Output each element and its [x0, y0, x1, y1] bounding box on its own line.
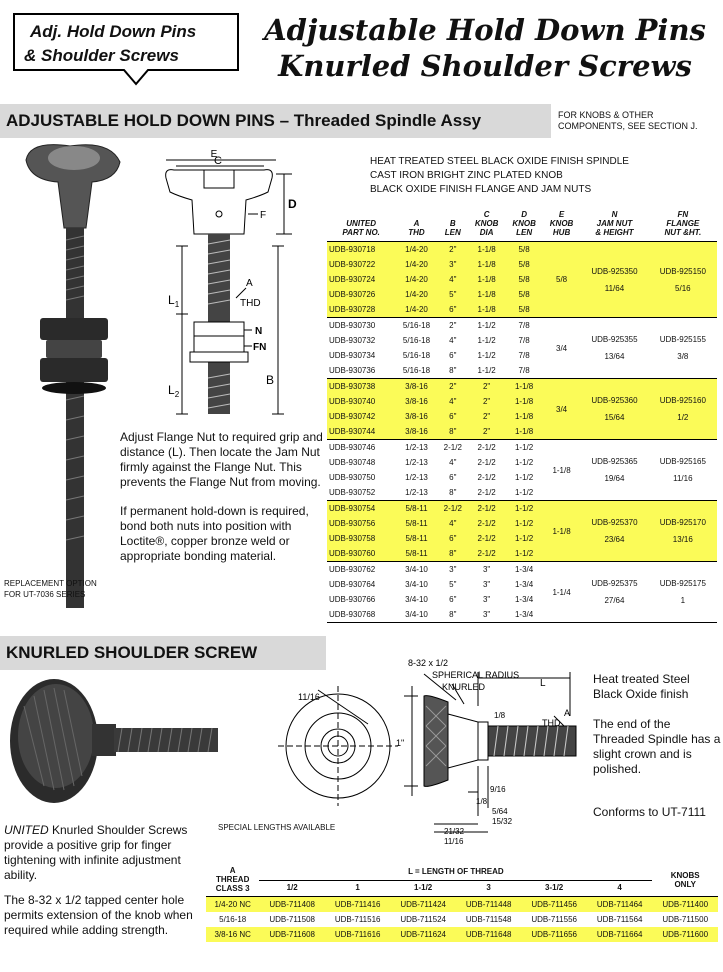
table-cell: 4": [438, 394, 468, 409]
table-cell: 8": [438, 485, 468, 501]
table-cell: 2-1/2: [468, 531, 505, 546]
table-cell: 7/8: [518, 321, 530, 330]
table-cell: 3": [449, 565, 457, 574]
table-row: [327, 440, 717, 456]
part-number-cell: UDB-711500: [662, 915, 709, 924]
table-cell: 2": [468, 409, 505, 424]
page-title: [250, 12, 720, 84]
table-cell: 1-1/2: [505, 546, 542, 562]
table-cell: 2-1/2: [443, 443, 462, 452]
table-header-row: [206, 881, 718, 897]
section-heading-knurled-screw: KNURLED SHOULDER SCREW: [0, 636, 326, 670]
table-cell: 1-1/8: [468, 272, 505, 287]
group-n-cell: UDB-925355 13/64: [580, 318, 648, 379]
part-number-cell: UDB-711600: [652, 927, 718, 942]
dim-1-8-bottom: 1/8: [476, 797, 488, 806]
table-cell: 1/2-13: [405, 458, 428, 467]
part-number-cell: UDB-930726: [327, 287, 395, 302]
spec-paragraph: Conforms to UT-7111: [593, 805, 706, 819]
table-cell: 3": [482, 580, 491, 589]
group-hub-cell: 1-1/8: [543, 440, 580, 501]
table-row: [327, 501, 717, 517]
dim-d: D: [288, 197, 297, 211]
table-cell: 1-1/2: [477, 321, 496, 330]
table-cell: 5/16-18: [402, 336, 431, 345]
table-cell: 3/4-10: [405, 580, 428, 589]
knurled-screw-spec: [593, 672, 721, 835]
table-cell: 3/4-10: [405, 565, 428, 574]
dim-fn: FN: [253, 342, 267, 353]
table-cell: 5/8-11: [395, 546, 437, 562]
part-number-cell: UDB-711508: [269, 915, 315, 924]
dim-c: C: [214, 155, 222, 167]
dim-a-2: A: [564, 708, 571, 718]
table-cell: 6": [449, 595, 457, 604]
table-cell: 1-1/2: [505, 485, 542, 501]
hold-down-pin-table: [327, 210, 717, 623]
col-length: 3-1/2: [521, 881, 587, 897]
group-hub-cell: 1-1/8: [543, 501, 580, 562]
table-cell: 5": [438, 287, 468, 302]
thread-cell: 5/16-18: [219, 915, 247, 924]
table-cell: 1-1/2: [477, 336, 496, 345]
table-cell: 3": [438, 257, 468, 272]
part-number-cell: UDB-930764: [329, 580, 376, 589]
table-cell: 2-1/2: [468, 485, 505, 501]
part-number-cell: UDB-930756: [327, 516, 395, 531]
table-cell: 5/8: [505, 287, 542, 302]
table-cell: 5": [449, 580, 457, 589]
part-number-cell: UDB-711648: [456, 927, 522, 942]
special-lengths-note: SPECIAL LENGTHS AVAILABLE: [218, 823, 336, 832]
table-cell: 1-3/4: [514, 580, 534, 589]
part-number-cell: UDB-930758: [327, 531, 395, 546]
col-group-length: L = LENGTH OF THREAD: [259, 866, 652, 881]
col-length: 1: [325, 881, 391, 897]
table-cell: 3": [468, 607, 505, 623]
part-number-cell: UDB-930724: [327, 272, 395, 287]
dim-15-32: 15/32: [492, 817, 513, 826]
table-cell: 2": [468, 424, 505, 440]
dim-b: B: [266, 373, 275, 387]
group-n-cell: UDB-925370 23/64: [580, 501, 648, 562]
spec-line: BLACK OXIDE FINISH FLANGE AND JAM NUTS: [370, 184, 592, 195]
part-number-cell: UDB-711416: [325, 897, 391, 913]
group-hub-cell: 1-1/4: [543, 562, 580, 623]
thread-cell: 1/4-20 NC: [206, 897, 259, 913]
part-number-cell: UDB-930744: [327, 424, 395, 440]
table-cell: 6": [449, 351, 457, 360]
col-length: 1/2: [259, 881, 325, 897]
part-number-cell: UDB-930766: [329, 595, 376, 604]
table-cell: 5/8: [505, 257, 542, 272]
dim-f: F: [260, 210, 267, 221]
part-number-cell: UDB-711556: [531, 915, 577, 924]
part-number-cell: UDB-711524: [400, 915, 446, 924]
col-length: 4: [587, 881, 653, 897]
dim-tap: 8-32 x 1/2: [408, 658, 449, 668]
table-cell: 2": [438, 379, 468, 395]
table-cell: 1/2-13: [405, 443, 428, 452]
part-number-cell: UDB-711424: [390, 897, 456, 913]
table-cell: 1-1/8: [468, 242, 505, 258]
table-cell: 1-3/4: [505, 607, 542, 623]
part-number-cell: UDB-711408: [259, 897, 325, 913]
table-cell: 5/8: [505, 242, 542, 258]
title-line-2: Knurled Shoulder Screws: [278, 49, 692, 83]
dim-5-64: 5/64: [492, 807, 508, 816]
part-number-cell: UDB-711608: [259, 927, 325, 942]
table-cell: 2-1/2: [477, 473, 496, 482]
table-cell: 2-1/2: [477, 458, 496, 467]
table-cell: 1-1/8: [505, 424, 542, 440]
dim-thd: THD: [240, 298, 261, 309]
table-cell: 1-1/2: [514, 458, 534, 467]
table-cell: 8": [438, 424, 468, 440]
table-cell: 2": [449, 321, 457, 330]
table-cell: 5/8-11: [395, 501, 437, 517]
table-cell: 2": [468, 394, 505, 409]
spec-paragraph: Heat treated Steel Black Oxide finish: [593, 672, 690, 701]
table-cell: 2-1/2: [468, 501, 505, 517]
dim-thd-2: THD: [542, 718, 561, 728]
dim-e: E: [210, 149, 218, 160]
knurled-screw-table: [206, 866, 718, 942]
table-cell: 1/2-13: [405, 473, 428, 482]
table-cell: 1-1/2: [505, 531, 542, 546]
table-cell: 3/8-16: [395, 409, 437, 424]
tag-line-1: Adj. Hold Down Pins: [30, 22, 197, 41]
table-cell: 1-1/8: [505, 409, 542, 424]
part-number-cell: UDB-930722: [327, 257, 395, 272]
table-cell: 6": [449, 473, 457, 482]
table-cell: 1-1/2: [505, 501, 542, 517]
table-cell: 1/4-20: [395, 257, 437, 272]
group-hub-cell: 3/4: [543, 318, 580, 379]
table-cell: 1-1/8: [468, 287, 505, 302]
table-cell: 6": [438, 409, 468, 424]
col-fn: FN FLANGE NUT &HT.: [649, 210, 717, 242]
table-cell: 1-1/8: [505, 379, 542, 395]
table-cell: 5/8-11: [395, 516, 437, 531]
part-number-cell: UDB-930750: [329, 473, 376, 482]
table-cell: 1-1/8: [468, 257, 505, 272]
table-cell: 5/16-18: [402, 321, 431, 330]
spec-line: HEAT TREATED STEEL BLACK OXIDE FINISH SPINDLE: [370, 156, 629, 167]
table-cell: 1-1/8: [468, 302, 505, 318]
dim-1-8-top: 1/8: [494, 711, 506, 720]
dim-21-32: 21/32: [444, 827, 465, 836]
knurled-screw-side-view: [394, 656, 590, 851]
table-cell: 3/4-10: [395, 607, 437, 623]
dim-a: A: [246, 278, 253, 289]
table-cell: 8": [438, 363, 468, 379]
replacement-note: REPLACEMENT OPTION FOR UT-7036 SERIES: [4, 579, 97, 599]
table-cell: 5/8: [505, 302, 542, 318]
table-cell: 3": [482, 565, 491, 574]
dim-11-16-bottom: 11/16: [444, 837, 464, 846]
part-number-cell: UDB-930734: [329, 351, 376, 360]
group-fn-cell: UDB-925170 13/16: [649, 501, 717, 562]
table-cell: 2-1/2: [468, 546, 505, 562]
brand-name: UNITED: [4, 823, 49, 837]
part-number-cell: UDB-711664: [587, 927, 653, 942]
group-fn-cell: UDB-925175 1: [649, 562, 717, 623]
knurled-screw-description: [4, 823, 204, 948]
part-number-cell: UDB-711516: [334, 915, 381, 924]
part-number-cell: UDB-930740: [327, 394, 395, 409]
table-cell: 5/8: [505, 272, 542, 287]
col-b: B LEN: [438, 210, 468, 242]
table-cell: 7/8: [505, 363, 542, 379]
table-cell: 1/4-20: [395, 302, 437, 318]
col-d: D KNOB LEN: [505, 210, 542, 242]
part-number-cell: UDB-930742: [327, 409, 395, 424]
table-cell: 3/4-10: [405, 595, 428, 604]
table-row: [327, 242, 717, 258]
part-number-cell: UDB-711564: [596, 915, 643, 924]
group-n-cell: UDB-925350 11/64: [580, 242, 648, 318]
part-number-cell: UDB-930736: [327, 363, 395, 379]
table-cell: 6": [438, 302, 468, 318]
part-number-cell: UDB-711400: [652, 897, 718, 913]
col-a: A THD: [395, 210, 437, 242]
section-heading-hold-down-pins: ADJUSTABLE HOLD DOWN PINS – Threaded Spindle Assy: [0, 104, 551, 138]
table-cell: 5/16-18: [402, 351, 431, 360]
col-part: UNITED PART NO.: [327, 210, 395, 242]
dim-l2: $L_2$: [168, 383, 180, 399]
part-number-cell: UDB-711448: [456, 897, 522, 913]
part-number-cell: UDB-930718: [327, 242, 395, 258]
col-thread: A THREAD CLASS 3: [206, 866, 259, 897]
material-spec: [370, 155, 629, 197]
table-cell: 1-1/2: [477, 351, 496, 360]
spec-paragraph: The end of the Threaded Spindle has a slight crown and is polished.: [593, 717, 721, 776]
part-number-cell: UDB-711456: [521, 897, 587, 913]
part-number-cell: UDB-930746: [329, 443, 376, 452]
group-fn-cell: UDB-925155 3/8: [649, 318, 717, 379]
dim-9-16: 9/16: [490, 785, 506, 794]
table-cell: 2": [438, 242, 468, 258]
table-cell: 1-1/2: [514, 443, 534, 452]
part-number-cell: UDB-930732: [329, 336, 376, 345]
table-cell: 2-1/2: [468, 516, 505, 531]
hold-down-pin-diagram: [160, 148, 320, 420]
dim-1-inch: 1": [396, 738, 405, 748]
table-cell: 4": [449, 336, 457, 345]
table-cell: 1-1/2: [514, 473, 534, 482]
table-cell: 4": [438, 272, 468, 287]
table-cell: 1-3/4: [514, 565, 534, 574]
table-row: [327, 318, 717, 334]
dim-spherical-radius: SPHERICAL RADIUS: [432, 670, 520, 680]
group-hub-cell: 5/8: [543, 242, 580, 318]
group-fn-cell: UDB-925165 11/16: [649, 440, 717, 501]
group-n-cell: UDB-925365 19/64: [580, 440, 648, 501]
part-number-cell: UDB-930730: [329, 321, 376, 330]
col-e: E KNOB HUB: [543, 210, 580, 242]
dim-l: L: [540, 678, 546, 689]
section-side-note: FOR KNOBS & OTHER COMPONENTS, SEE SECTION J.: [558, 110, 698, 131]
description-paragraph: If permanent hold-down is required, bond both nuts into position with Loctite®, copper bronze weld or appropriate bonding material.: [120, 504, 309, 563]
table-cell: 2": [468, 379, 505, 395]
table-cell: 3": [482, 595, 491, 604]
table-cell: 1/2-13: [395, 485, 437, 501]
col-length: 3: [456, 881, 522, 897]
part-number-cell: UDB-711624: [390, 927, 456, 942]
table-cell: 3/8-16: [395, 379, 437, 395]
dim-11-16: 11/16: [298, 692, 320, 702]
table-cell: 7/8: [518, 336, 530, 345]
table-row: [206, 912, 718, 927]
table-row: [206, 927, 718, 942]
col-knobs-only: KNOBS ONLY: [652, 866, 718, 897]
spec-line: CAST IRON BRIGHT ZINC PLATED KNOB: [370, 170, 563, 181]
thread-cell: 3/8-16 NC: [206, 927, 259, 942]
table-cell: 1-1/8: [505, 394, 542, 409]
table-cell: 6": [438, 531, 468, 546]
table-row: [327, 562, 717, 578]
col-length: 1-1/2: [390, 881, 456, 897]
dim-l1: $L_1$: [168, 293, 180, 309]
table-cell: 3/8-16: [395, 394, 437, 409]
part-number-cell: UDB-930760: [327, 546, 395, 562]
description-paragraph: UNITED Knurled Shoulder Screws provide a positive grip for finger tightening with infinite adjustment ability.: [4, 823, 188, 882]
group-n-cell: UDB-925360 15/64: [580, 379, 648, 440]
part-number-cell: UDB-930754: [327, 501, 395, 517]
table-cell: 2-1/2: [438, 501, 468, 517]
dim-n: N: [255, 326, 263, 337]
title-line-1: Adjustable Hold Down Pins: [264, 13, 706, 47]
part-number-cell: UDB-930762: [329, 565, 376, 574]
table-cell: 1/4-20: [395, 242, 437, 258]
part-number-cell: UDB-711464: [587, 897, 653, 913]
table-row: [327, 379, 717, 395]
hold-down-pin-description: [120, 430, 325, 578]
part-number-cell: UDB-711548: [465, 915, 512, 924]
table-cell: 4": [449, 458, 457, 467]
table-cell: 1-1/2: [468, 363, 505, 379]
description-paragraph: Adjust Flange Nut to required grip and distance (L). Then locate the Jam Nut firmly against the Flange Nut. This prevents the Flange Nut from moving.: [120, 430, 323, 489]
table-cell: 8": [438, 546, 468, 562]
description-paragraph: The 8-32 x 1/2 tapped center hole permits extension of the knob when required while adding strength.: [4, 893, 193, 937]
table-cell: 8": [438, 607, 468, 623]
table-cell: 1-1/2: [505, 516, 542, 531]
table-cell: 7/8: [518, 351, 530, 360]
table-cell: 5/16-18: [395, 363, 437, 379]
knurled-screw-photo: [4, 676, 224, 806]
group-fn-cell: UDB-925150 5/16: [649, 242, 717, 318]
dim-knurled: KNURLED: [442, 682, 486, 692]
table-cell: 1-3/4: [514, 595, 534, 604]
table-cell: 3/8-16: [395, 424, 437, 440]
part-number-cell: UDB-930748: [329, 458, 376, 467]
col-c: C KNOB DIA: [468, 210, 505, 242]
col-n: N JAM NUT & HEIGHT: [580, 210, 648, 242]
table-cell: 2-1/2: [477, 443, 496, 452]
group-hub-cell: 3/4: [543, 379, 580, 440]
table-cell: 4": [438, 516, 468, 531]
table-header-row: [327, 210, 717, 242]
table-cell: 1/4-20: [395, 272, 437, 287]
table-cell: 1/4-20: [395, 287, 437, 302]
group-n-cell: UDB-925375 27/64: [580, 562, 648, 623]
group-fn-cell: UDB-925160 1/2: [649, 379, 717, 440]
table-header-row: [206, 866, 718, 881]
part-number-cell: UDB-711656: [521, 927, 587, 942]
table-row: [206, 897, 718, 913]
part-number-cell: UDB-711616: [325, 927, 391, 942]
section-tag: [8, 8, 238, 80]
hold-down-pin-photo: [20, 140, 130, 620]
tag-line-2: & Shoulder Screws: [24, 46, 179, 65]
part-number-cell: UDB-930738: [327, 379, 395, 395]
table-cell: 5/8-11: [395, 531, 437, 546]
part-number-cell: UDB-930728: [327, 302, 395, 318]
part-number-cell: UDB-930768: [327, 607, 395, 623]
part-number-cell: UDB-930752: [327, 485, 395, 501]
